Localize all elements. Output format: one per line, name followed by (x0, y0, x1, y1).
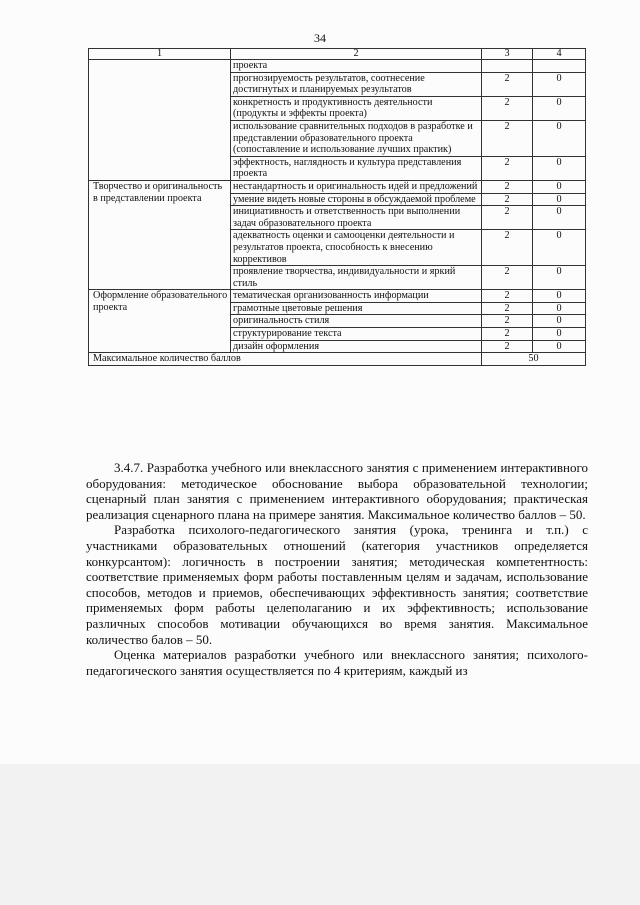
score-cell: 2 (482, 266, 533, 290)
max-cell: 0 (533, 96, 586, 120)
score-cell (482, 60, 533, 73)
category-cell: Оформление образовательного проекта (89, 290, 231, 353)
paragraph-evaluation: Оценка материалов разработки учебного или внеклассного занятия; психолого-педагогического занятия осуществляется по 4 критериям, каждый из (86, 647, 588, 678)
max-cell: 0 (533, 266, 586, 290)
criterion-cell: дизайн оформления (231, 340, 482, 353)
score-cell: 2 (482, 120, 533, 156)
max-cell: 0 (533, 193, 586, 206)
max-cell: 0 (533, 302, 586, 315)
table-row (89, 180, 586, 193)
max-cell (533, 60, 586, 73)
criterion-cell: инициативность и ответственность при выполнении задач образовательного проекта (231, 206, 482, 230)
max-cell: 0 (533, 230, 586, 266)
criterion-cell: проявление творчества, индивидуальности и яркий стиль (231, 266, 482, 290)
max-cell: 0 (533, 328, 586, 341)
max-cell: 0 (533, 72, 586, 96)
table-header-row (89, 49, 586, 60)
criterion-cell: прогнозируемость результатов, соотнесение достигнутых и планируемых результатов (231, 72, 482, 96)
score-cell: 2 (482, 302, 533, 315)
criterion-cell: адекватность оценки и самооценки деятельности и результатов проекта, способность к внесению коррективов (231, 230, 482, 266)
criterion-cell: использование сравнительных подходов в разработке и представлении образовательного проекта (сопоставление и использование лучших практик) (231, 120, 482, 156)
score-cell: 2 (482, 315, 533, 328)
max-cell: 0 (533, 315, 586, 328)
score-cell: 2 (482, 340, 533, 353)
max-cell: 0 (533, 120, 586, 156)
body-text (86, 460, 588, 678)
score-cell: 2 (482, 328, 533, 341)
score-cell: 2 (482, 96, 533, 120)
paragraph-psych-lesson: Разработка психолого-педагогического занятия (урока, тренинга и т.п.) с участниками образовательных отношений (категория участников определяется конкурсантом): логичность в построении занятия; методическая компетентность: соответствие применяемых форм работы поставленным целям и задачам, использование способов, методов и приемов, обеспечивающих эффективность занятия; соответствие применяемых форм работы целеполаганию и их эффективность; использование различных способов мотивации обучающихся во время занятия. Максимальное количество балов – 50. (86, 522, 588, 647)
criterion-cell: конкретность и продуктивность деятельности (продукты и эффекты проекта) (231, 96, 482, 120)
total-row (89, 353, 586, 366)
criterion-cell: грамотные цветовые решения (231, 302, 482, 315)
header-cell: 4 (533, 49, 586, 60)
criteria-table (88, 48, 586, 366)
max-cell: 0 (533, 156, 586, 180)
criterion-cell: тематическая организованность информации (231, 290, 482, 303)
criterion-cell: нестандартность и оригинальность идей и предложений (231, 180, 482, 193)
table-row (89, 290, 586, 303)
page-number: 34 (314, 31, 326, 45)
total-value: 50 (482, 353, 586, 366)
max-cell: 0 (533, 290, 586, 303)
header-cell: 1 (89, 49, 231, 60)
score-cell: 2 (482, 72, 533, 96)
max-cell: 0 (533, 206, 586, 230)
score-cell: 2 (482, 193, 533, 206)
category-cell: Творчество и оригинальность в представлении проекта (89, 180, 231, 289)
criterion-cell: проекта (231, 60, 482, 73)
max-cell: 0 (533, 340, 586, 353)
criterion-cell: оригинальность стиля (231, 315, 482, 328)
score-cell: 2 (482, 206, 533, 230)
max-cell: 0 (533, 180, 586, 193)
category-cell (89, 60, 231, 181)
header-cell: 2 (231, 49, 482, 60)
paragraph-3-4-7: 3.4.7. Разработка учебного или внеклассного занятия с применением интерактивного оборудования: методическое обоснование выбора образовательной технологии; сценарный план занятия с применением интерактивного оборудования; практическая реализация сценарного плана на примере занятия. Максимальное количество баллов – 50. (86, 460, 588, 522)
score-cell: 2 (482, 180, 533, 193)
score-cell: 2 (482, 230, 533, 266)
total-label: Максимальное количество баллов (89, 353, 482, 366)
score-cell: 2 (482, 156, 533, 180)
criterion-cell: умение видеть новые стороны в обсуждаемой проблеме (231, 193, 482, 206)
criterion-cell: эффектность, наглядность и культура представления проекта (231, 156, 482, 180)
header-cell: 3 (482, 49, 533, 60)
score-cell: 2 (482, 290, 533, 303)
criterion-cell: структурирование текста (231, 328, 482, 341)
table-row (89, 60, 586, 73)
